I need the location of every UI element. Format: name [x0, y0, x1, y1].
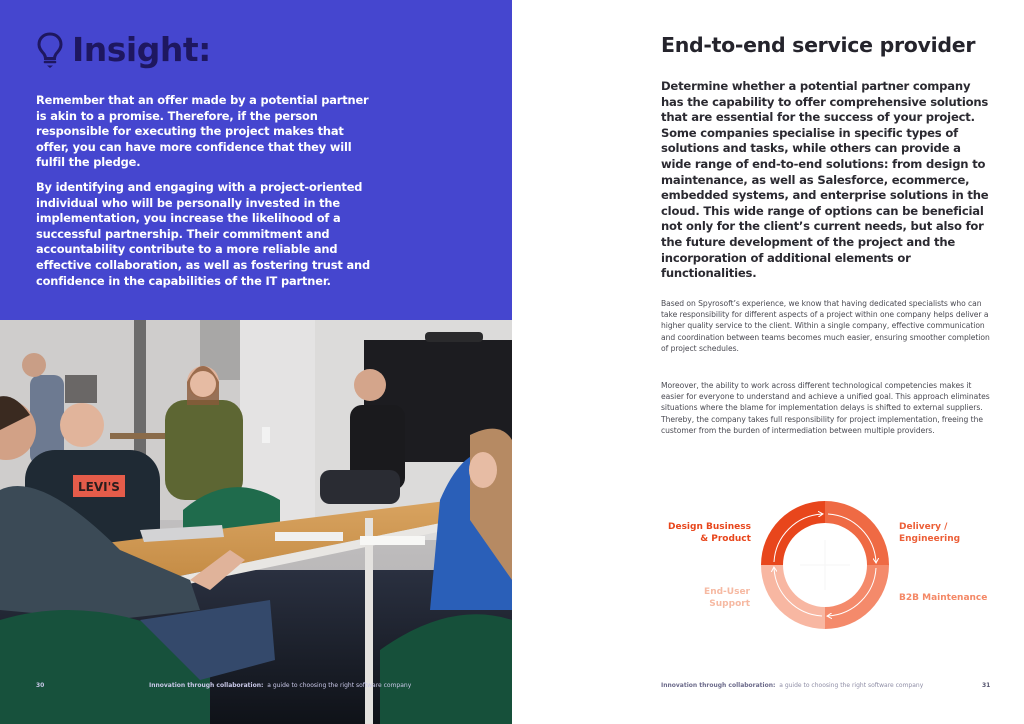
- lead-paragraph: Determine whether a potential partner company has the capability to offer comprehensive solutions that are essential for the success of your project. Some companies specialise in specific types of solutions and tasks, while others can provide a wide range of end-to-end solutions: from design to maintenance, as well as Salesforce, ecommerce, embedded systems, and enterprise solutions in the cloud. This wide range of options can be beneficial not only for the client’s current needs, but also for the future development of the project and the incorporation of additional elements or functionalities.: [661, 79, 989, 281]
- svg-text:LEVI'S: LEVI'S: [78, 480, 120, 494]
- label-b2b-maintenance: B2B Maintenance: [899, 593, 988, 603]
- right-page: [512, 0, 1024, 724]
- footer-title-bold: Innovation through collaboration:: [661, 682, 776, 689]
- service-cycle-diagram: [760, 500, 890, 630]
- insight-body: [36, 93, 376, 298]
- label-end-user-support: End-User Support: [704, 587, 750, 609]
- insight-paragraph: By identifying and engaging with a project-oriented individual who will be personally invested in the implementation, you increase the likelihood of a successful partnership. Their commitment and accountability contribute to a more reliable and effective collaboration, as well as fostering trust and confidence in the capabilities of the IT partner.: [36, 179, 370, 288]
- segment-enduser: [761, 565, 825, 629]
- left-page-footer: [0, 680, 512, 694]
- footer-title: [661, 682, 923, 689]
- team-meeting-photo: [0, 320, 512, 724]
- insight-title: Insight:: [72, 30, 211, 69]
- insight-panel: [0, 0, 512, 320]
- segment-b2b: [825, 565, 889, 629]
- footer-title-rest: a guide to choosing the right software company: [779, 682, 924, 689]
- segment-delivery: [825, 501, 889, 565]
- page-number: 30: [36, 682, 45, 689]
- page-number: 31: [982, 682, 991, 689]
- body-paragraph: Moreover, the ability to work across different technological competencies makes it easier for everyone to understand and achieve a unified goal. This approach eliminates situations where the blame for implementation delays is shifted to external suppliers. Thereby, the company takes full responsibility for project implementation, freeing the customer from the burden of intermediation between multiple providers.: [661, 381, 990, 435]
- segment-design: [761, 501, 825, 565]
- footer-title: [149, 682, 411, 689]
- label-design-business-product: Design Business & Product: [668, 522, 751, 544]
- right-page-footer: [512, 680, 1024, 694]
- section-title: End-to-end service provider: [661, 33, 976, 57]
- footer-title-bold: Innovation through collaboration:: [149, 682, 264, 689]
- insight-header: [36, 30, 211, 70]
- insight-paragraph: Remember that an offer made by a potential partner is akin to a promise. Therefore, if the person responsible for executing the project makes that offer, you can have more confidence that they will fulfil the pledge.: [36, 93, 369, 170]
- footer-title-rest: a guide to choosing the right software company: [267, 682, 412, 689]
- lightbulb-icon: [36, 31, 64, 69]
- label-delivery-engineering: Delivery / Engineering: [899, 522, 961, 544]
- body-paragraph: Based on Spyrosoft’s experience, we know that having dedicated specialists who can take responsibility for different aspects of a project within one company helps deliver a higher quality service to the client. Within a single company, effective communication and coordination between teams becomes much easier, ensuring smoother completion of project schedules.: [661, 299, 990, 353]
